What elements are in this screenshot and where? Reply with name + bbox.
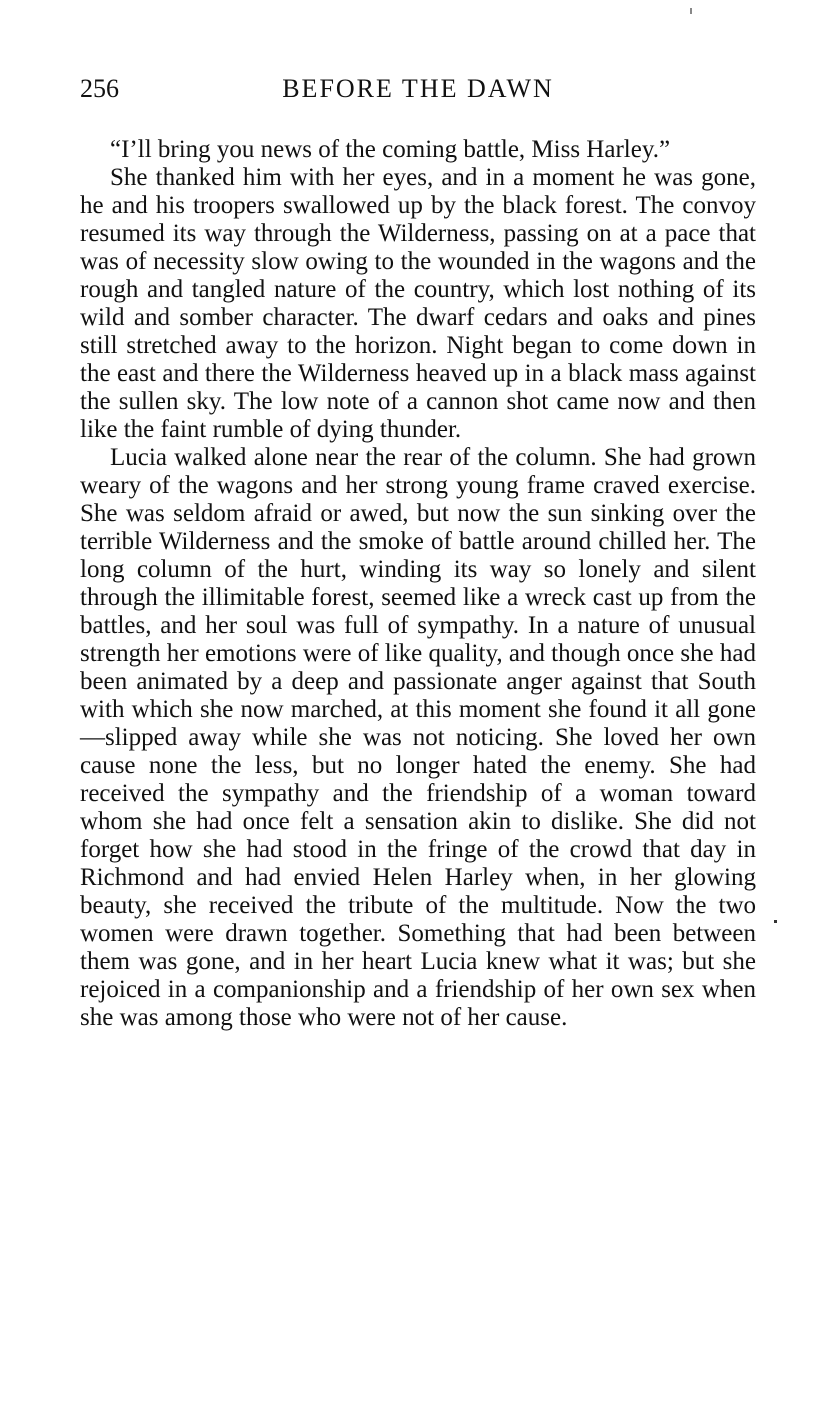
body-text [80, 136, 756, 1032]
page-number: 256 [80, 74, 119, 103]
page-header [80, 70, 756, 110]
scan-mark [690, 8, 692, 14]
margin-dot [774, 920, 777, 923]
paragraph-2: She thanked him with her eyes, and in a moment he was gone, he and his troopers swallowed up by the black forest. The convoy resumed its way through the Wilderness, passing on at a pace that was of necessity slow owing to the wounded in the wagons and the rough and tangled nature of the country, which lost nothing of its wild and somber character. The dwarf cedars and oaks and pines still stretched away to the horizon. Night began to come down in the east and there the Wilderness heaved up in a black mass against the sullen sky. The low note of a cannon shot came now and then like the faint rumble of dying thunder. [80, 164, 756, 443]
paragraph-1: “I’ll bring you news of the coming battle, Miss Harley.” [110, 136, 671, 163]
running-head: BEFORE THE DAWN [282, 74, 554, 103]
paragraph-3: Lucia walked alone near the rear of the column. She had grown weary of the wagons and her strong young frame craved exercise. She was seldom afraid or awed, but now the sun sinking over the terrible Wilderness and the smoke of battle around chilled her. The long column of the hurt, winding its way so lonely and silent through the illimitable forest, seemed like a wreck cast up from the battles, and her soul was full of sympathy. In a nature of unusual strength her emotions were of like quality, and though once she had been animated by a deep and passionate anger against that South with which she now marched, at this moment she found it all gone—slipped away while she was not noticing. She loved her own cause none the less, but no longer hated the enemy. She had received the sympathy and the friendship of a woman toward whom she had once felt a sensation akin to dislike. She did not forget how she had stood in the fringe of the crowd that day in Richmond and had envied Helen Harley when, in her glowing beauty, she received the tribute of the multitude. Now the two women were drawn together. Something that had been between them was gone, and in her heart Lucia knew what it was; but she rejoiced in a companionship and a friendship of her own sex when she was among those who were not of her cause. [80, 444, 756, 1031]
